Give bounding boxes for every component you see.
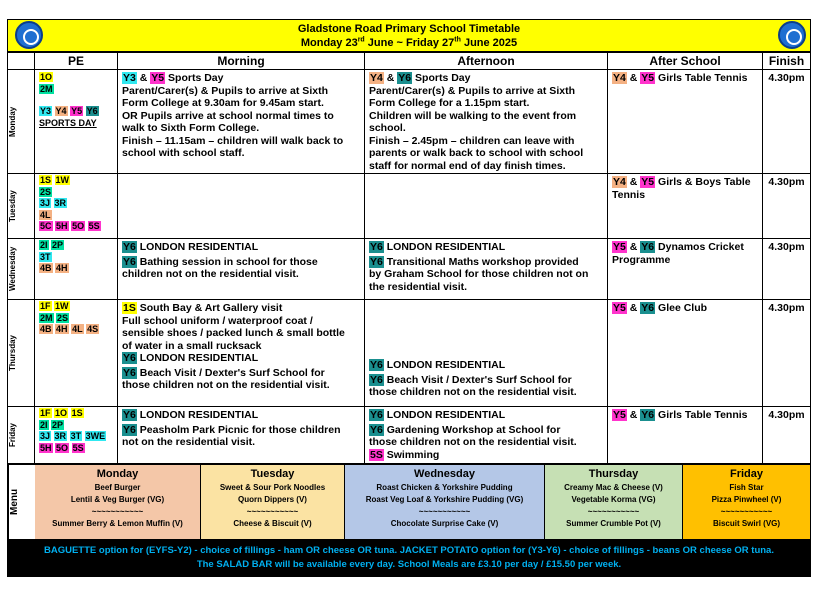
day-monday: Monday <box>8 106 17 137</box>
menu-friday: Friday Fish Star Pizza Pinwheel (V) ~~~~~~~~~~~ Biscuit Swirl (VG) <box>683 465 810 539</box>
pe-friday: 1F 1O 1S 2I 2P 3J 3R 3T 3WE 5H 5O 5S <box>40 408 106 453</box>
meals-footer <box>7 540 811 577</box>
afternoon-monday: Y4 & Y6 Sports Day Parent/Carer(s) & Pupils to arrive at Sixth Form College for a 1.15pm start. Children will be walking to the event from school. Finish – 2.45pm – children can leave with parents or walk back to school with school staff for normal end of day finish times. <box>369 72 584 172</box>
header-finish: Finish <box>763 53 810 70</box>
after-school-tuesday: Y4 & Y5 Girls & Boys Table Tennis <box>612 176 751 201</box>
day-friday: Friday <box>8 423 17 448</box>
morning-thursday: 1S South Bay & Art Gallery visit Full school uniform / waterproof coat / sensible shoes / packed lunch & small bottle of water in a small rucksack Y6 LONDON RESIDENTIAL Y6 Beach Visit / Dexter's Surf School for those children not on the residential visit. <box>122 302 345 391</box>
school-logo-left-overlay <box>15 21 43 49</box>
header-afternoon: Afternoon <box>365 53 608 70</box>
menu-thursday: Thursday Creamy Mac & Cheese (V) Vegetable Korma (VG) ~~~~~~~~~~~ Summer Crumble Pot (V) <box>545 465 683 539</box>
pe-thursday: 1F 1W 2M 2S 4B 4H 4L 4S <box>40 301 99 334</box>
week-dates: Monday 23rd June ~ Friday 27th June 2025 <box>300 36 518 49</box>
finish-wednesday: 4.30pm <box>768 241 805 253</box>
finish-friday: 4.30pm <box>768 409 805 421</box>
afternoon-thursday: Y6 LONDON RESIDENTIAL Y6 Beach Visit / Dexter's Surf School for those children not on the residential visit. <box>369 359 577 398</box>
page-title <box>7 19 811 52</box>
pe-tuesday: 1S 1W 2S 3J 3R 4L 5C 5H 5O 5S <box>40 175 100 231</box>
header-pe: PE <box>35 53 118 70</box>
after-school-wednesday: Y5 & Y6 Dynamos Cricket Programme <box>612 241 744 266</box>
finish-monday: 4.30pm <box>768 72 805 84</box>
pe-monday: 1O 2M Y3 Y4 Y5 Y6 SPORTS DAY <box>39 72 98 128</box>
day-thursday: Thursday <box>8 335 17 372</box>
divider <box>762 70 763 463</box>
title-text: Gladstone Road Primary School Timetable <box>297 23 521 35</box>
day-tuesday: Tuesday <box>8 190 17 222</box>
finish-tuesday: 4.30pm <box>768 176 805 188</box>
header-morning: Morning <box>118 53 365 70</box>
footer-line-2: The SALAD BAR will be available every day. School Meals are £3.10 per day / £15.50 per week. <box>196 559 622 570</box>
menu-label: Menu <box>8 465 34 539</box>
school-logo-right-overlay <box>778 21 806 49</box>
menu-section <box>7 464 811 540</box>
afternoon-wednesday: Y6 LONDON RESIDENTIAL Y6 Transitional Maths workshop provided by Graham School for those children not on the residential visit. <box>369 241 589 293</box>
header-after-school: After School <box>608 53 763 70</box>
day-wednesday: Wednesday <box>8 246 17 292</box>
morning-friday: Y6 LONDON RESIDENTIAL Y6 Peasholm Park Picnic for those children not on the residential visit. <box>122 409 341 448</box>
after-school-monday: Y4 & Y5 Girls Table Tennis <box>613 72 748 84</box>
corner-cell <box>8 53 35 70</box>
morning-monday: Y3 & Y5 Sports Day Parent/Carer(s) & Pupils to arrive at Sixth Form College at 9.30am for 9.45am start. OR Pupils arrive at school normal times to walk to Sixth Form College. Finish – 11.15am – children will walk back to school with school staff. <box>122 72 344 159</box>
after-school-thursday: Y5 & Y6 Glee Club <box>613 302 708 314</box>
morning-wednesday: Y6 LONDON RESIDENTIAL Y6 Bathing session in school for those children not on the residential visit. <box>122 241 318 280</box>
after-school-friday: Y5 & Y6 Girls Table Tennis <box>613 409 748 421</box>
afternoon-friday: Y6 LONDON RESIDENTIAL Y6 Gardening Workshop at School for those children not on the residential visit. 5S Swimming <box>369 409 577 461</box>
menu-monday: Monday Beef Burger Lentil & Veg Burger (VG) ~~~~~~~~~~~ Summer Berry & Lemon Muffin (V) <box>35 465 201 539</box>
timetable-grid <box>7 52 811 464</box>
menu-tuesday: Tuesday Sweet & Sour Pork Noodles Quorn Dippers (V) ~~~~~~~~~~~ Cheese & Biscuit (V) <box>201 465 345 539</box>
pe-wednesday: 2I 2P 3T 4B 4H <box>40 240 68 273</box>
menu-wednesday: Wednesday Roast Chicken & Yorkshire Pudding Roast Veg Loaf & Yorkshire Pudding (VG) ~~~~~~~~~~~ Chocolate Surprise Cake (V) <box>345 465 545 539</box>
finish-thursday: 4.30pm <box>768 302 805 314</box>
footer-line-1: BAGUETTE option for (EYFS-Y2) - choice of fillings - ham OR cheese OR tuna. JACKET POTATO option for (Y3-Y6) - choice of fillings - beans OR cheese OR tuna. <box>44 545 774 556</box>
